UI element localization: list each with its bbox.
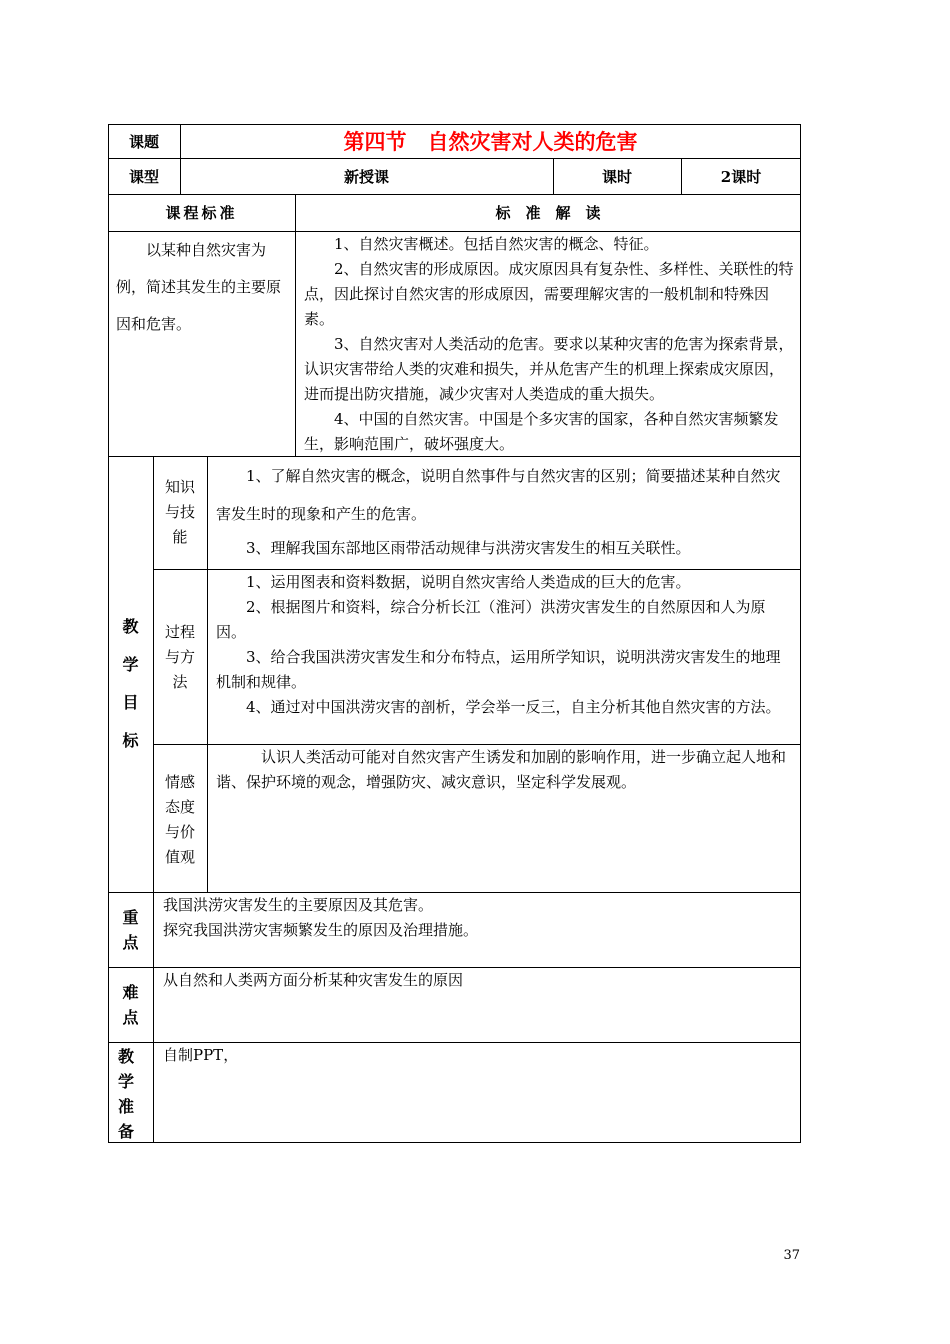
interpretation-item: 2、自然灾害的形成原因。成灾原因具有复杂性、多样性、关联性的特点，因此探讨自然灾害的形成原因，需要理解灾害的一般机制和特殊因素。 [304,260,794,328]
process-item: 2、根据图片和资料，综合分析长江（淮河）洪涝灾害发生的自然原因和人为原因。 [216,598,766,641]
process-item: 3、给合我国洪涝灾害发生和分布特点，运用所学知识，说明洪涝灾害发生的地理机制和规律。 [216,648,781,691]
knowledge-label: 知识 与技 能 [164,478,195,546]
standards-header: 课程标准 [165,204,238,222]
interpretation-header: 标 准 解 读 [495,204,601,222]
objectives-label: 教 学 目 标 [122,617,139,750]
key-point-line: 我国洪涝灾害发生的主要原因及其危害。 [163,896,434,914]
key-points-cell [163,893,793,943]
preparation-label: 教 学 准 备 [117,1047,134,1141]
standard-text-cell [116,232,288,343]
interpretation-item: 3、自然灾害对人类活动的危害。要求以某种灾害的危害为探索背景，认识灾害带给人类的灾难和损失，并从危害产生的机理上探索成灾原因，进而提出防灾措施，减少灾害对人类造成的重大损失。 [304,335,794,403]
knowledge-cell [216,457,794,564]
difficulties-text: 从自然和人类两方面分析某种灾害发生的原因 [163,971,464,989]
page-number: 37 [783,1248,800,1263]
interpretation-item: 1、自然灾害概述。包括自然灾害的概念、特征。 [334,235,659,253]
key-point-line: 探究我国洪涝灾害频繁发生的原因及治理措施。 [163,921,479,939]
emotion-cell [216,745,794,795]
type-value: 新授课 [343,167,389,186]
topic-label: 课题 [128,132,159,151]
interpretation-cell [304,232,794,457]
difficulties-label: 难 点 [122,983,139,1027]
type-label: 课型 [128,167,159,186]
preparation-text: 自制PPT， [163,1046,239,1064]
key-points-label: 重 点 [122,908,139,952]
emotion-text: 认识人类活动可能对自然灾害产生诱发和加剧的影响作用，进一步确立起人地和谐、保护环境的观念，增强防灾、减灾意识，坚定科学发展观。 [216,748,787,791]
standard-text: 以某种自然灾害为例，简述其发生的主要原因和危害。 [116,241,282,333]
emotion-label: 情感 态度 与价 值观 [164,773,195,866]
knowledge-item: 1、了解自然灾害的概念，说明自然事件与自然灾害的区别；简要描述某种自然灾害发生时的现象和产生的危害。 [216,467,781,523]
lesson-title: 第四节 自然灾害对人类的危害 [343,129,638,154]
process-cell [216,570,794,720]
process-item: 1、运用图表和资料数据，说明自然灾害给人类造成的巨大的危害。 [246,573,691,591]
knowledge-item: 3、理解我国东部地区雨带活动规律与洪涝灾害发生的相互关联性。 [246,539,691,557]
process-label: 过程 与方 法 [164,623,195,691]
process-item: 4、通过对中国洪涝灾害的剖析，学会举一反三，自主分析其他自然灾害的方法。 [246,698,781,716]
hours-value: 2课时 [720,167,762,186]
hours-label: 课时 [601,167,632,186]
interpretation-item: 4、中国的自然灾害。中国是个多灾害的国家，各种自然灾害频繁发生，影响范围广，破坏强度大。 [304,410,779,453]
